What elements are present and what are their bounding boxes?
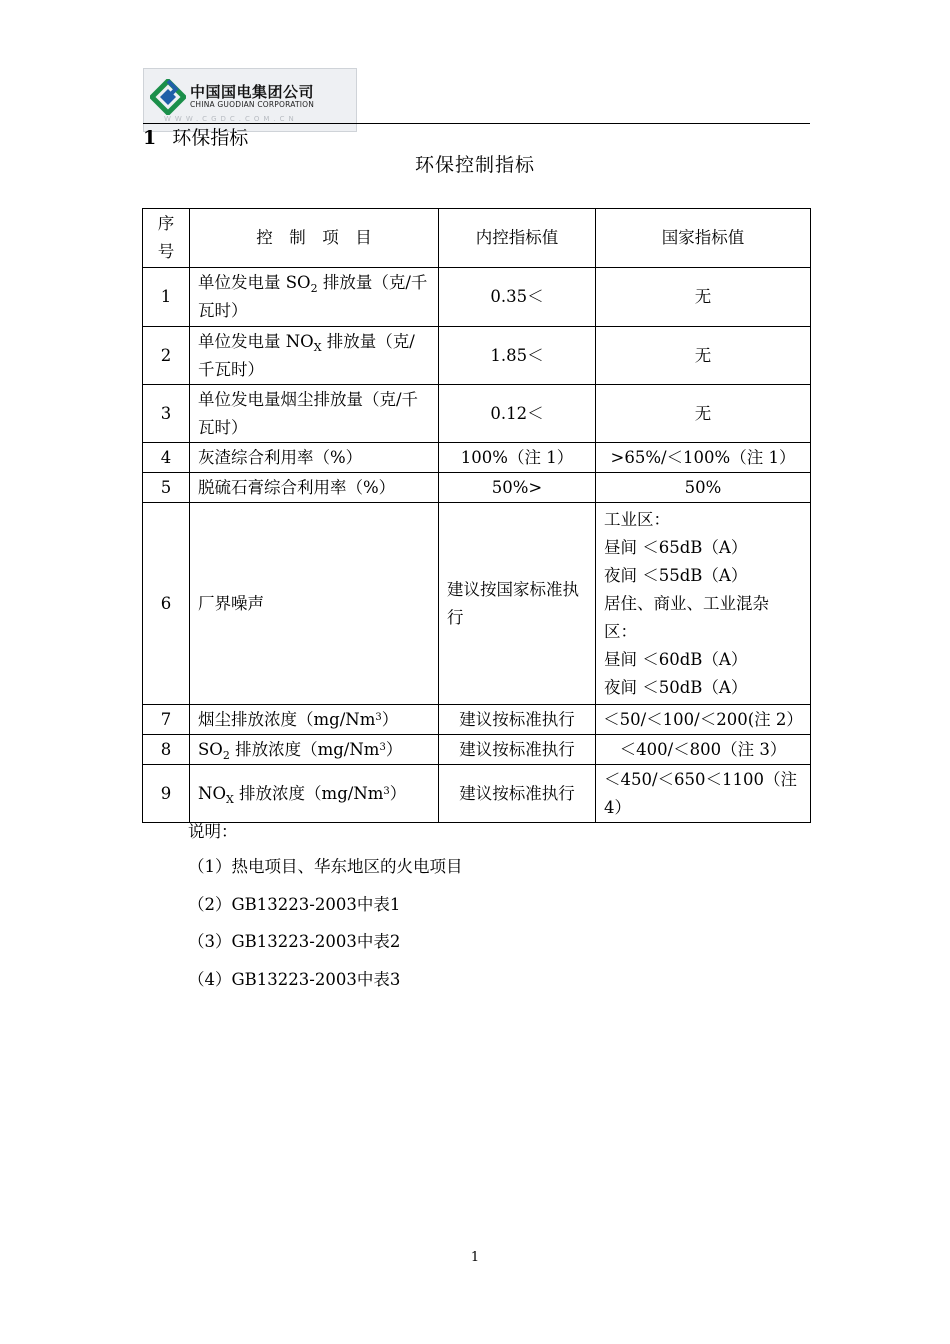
row-internal: 建议按标准执行 <box>439 705 596 735</box>
header-internal: 内控指标值 <box>439 209 596 268</box>
note-item: （2）GB13223-2003中表1 <box>188 894 401 914</box>
section-number: 1 <box>143 127 157 149</box>
row-national: >65%/＜100%（注 1） <box>596 443 811 473</box>
section-title: 环保指标 <box>172 127 249 149</box>
row-item <box>190 268 439 327</box>
table-row <box>143 503 811 705</box>
item-superscript: 3 <box>375 711 382 723</box>
item-text-post: ） <box>385 739 403 759</box>
table-title: 环保控制指标 <box>414 154 535 176</box>
item-text-mid: 排放浓度（mg/Nm <box>233 783 384 803</box>
header-no-line2: 号 <box>157 242 175 261</box>
table-row <box>143 327 811 385</box>
logo-chinese-name: 中国国电集团公司 <box>190 83 315 101</box>
row-item: 灰渣综合利用率（%） <box>190 443 439 473</box>
noise-line: 夜间 ＜55dB（A） <box>604 565 748 585</box>
row-no: 3 <box>143 385 190 443</box>
row-no: 1 <box>143 268 190 327</box>
row-item: 厂界噪声 <box>190 503 439 705</box>
row-no: 8 <box>143 735 190 765</box>
row-national: 无 <box>596 268 811 327</box>
item-superscript: 3 <box>379 741 386 753</box>
item-superscript: 3 <box>383 785 390 797</box>
row-internal: 1.85＜ <box>439 327 596 385</box>
noise-line: 昼间 ＜65dB（A） <box>604 537 748 557</box>
row-no: 9 <box>143 765 190 823</box>
item-subscript: X <box>313 340 322 354</box>
row-item <box>190 765 439 823</box>
row-item: 单位发电量烟尘排放量（克/千瓦时） <box>190 385 439 443</box>
noise-line: 居住、商业、工业混杂 <box>604 593 769 613</box>
row-no: 5 <box>143 473 190 503</box>
table-row <box>143 385 811 443</box>
note-item: （4）GB13223-2003中表3 <box>188 969 401 989</box>
table-header-row <box>143 209 811 268</box>
page-number: 1 <box>470 1250 480 1265</box>
header-no-line1: 序 <box>157 214 175 233</box>
section-heading <box>143 123 248 150</box>
row-internal: 建议按标准执行 <box>439 735 596 765</box>
note-item: （1）热电项目、华东地区的火电项目 <box>188 857 463 876</box>
item-text: SO <box>198 739 223 759</box>
item-subscript: 2 <box>222 748 230 762</box>
logo-website: WWW.CGDC.COM.CN <box>164 115 298 123</box>
row-item <box>190 705 439 735</box>
row-national: ＜450/＜650＜1100（注 4） <box>596 765 811 823</box>
header-item: 控 制 项 目 <box>190 209 439 268</box>
noise-line: 工业区： <box>604 509 670 529</box>
row-national: 无 <box>596 385 811 443</box>
row-internal: 建议按国家标准执行 <box>439 503 596 705</box>
item-text-mid: 排放浓度（mg/Nm <box>229 739 380 759</box>
item-text: 单位发电量 SO <box>198 273 311 292</box>
row-internal: 0.12＜ <box>439 385 596 443</box>
row-national <box>596 503 811 705</box>
table-row <box>143 268 811 327</box>
item-text-post: 排放量（克/千瓦时） <box>198 331 415 379</box>
row-internal: 50%> <box>439 473 596 503</box>
item-text-post: ） <box>381 709 399 729</box>
item-text: 烟尘排放浓度（mg/Nm <box>198 709 376 729</box>
table-row <box>143 473 811 503</box>
row-no: 6 <box>143 503 190 705</box>
row-national: ＜50/＜100/＜200(注 2） <box>596 705 811 735</box>
row-national: 无 <box>596 327 811 385</box>
row-national: ＜400/＜800（注 3） <box>596 735 811 765</box>
row-item <box>190 735 439 765</box>
row-no: 7 <box>143 705 190 735</box>
row-internal: 100%（注 1） <box>439 443 596 473</box>
noise-line: 昼间 ＜60dB（A） <box>604 649 748 669</box>
noise-line: 区： <box>604 621 637 641</box>
notes-label: 说明： <box>188 822 238 841</box>
note-item: （3）GB13223-2003中表2 <box>188 932 401 951</box>
row-item: 脱硫石膏综合利用率（%） <box>190 473 439 503</box>
item-subscript: 2 <box>310 282 318 295</box>
table-row <box>143 705 811 735</box>
indicator-table <box>142 208 811 823</box>
notes-section <box>188 820 463 998</box>
item-subscript: X <box>225 792 234 806</box>
row-item <box>190 327 439 385</box>
header-national: 国家指标值 <box>596 209 811 268</box>
item-text: 单位发电量 NO <box>198 331 314 351</box>
header-no <box>143 209 190 268</box>
item-text: NO <box>198 783 226 803</box>
table-row <box>143 765 811 823</box>
table-row <box>143 443 811 473</box>
item-text-post: 排放量（克/千瓦时） <box>198 273 428 320</box>
row-no: 4 <box>143 443 190 473</box>
row-internal: 0.35＜ <box>439 268 596 327</box>
diamond-logo-icon <box>150 79 186 115</box>
row-no: 2 <box>143 327 190 385</box>
item-text-post: ） <box>389 783 407 803</box>
table-row <box>143 735 811 765</box>
logo-english-name: CHINA GUODIAN CORPORATION <box>190 100 315 109</box>
row-internal: 建议按标准执行 <box>439 765 596 823</box>
noise-line: 夜间 ＜50dB（A） <box>604 677 748 697</box>
row-national: 50% <box>596 473 811 503</box>
